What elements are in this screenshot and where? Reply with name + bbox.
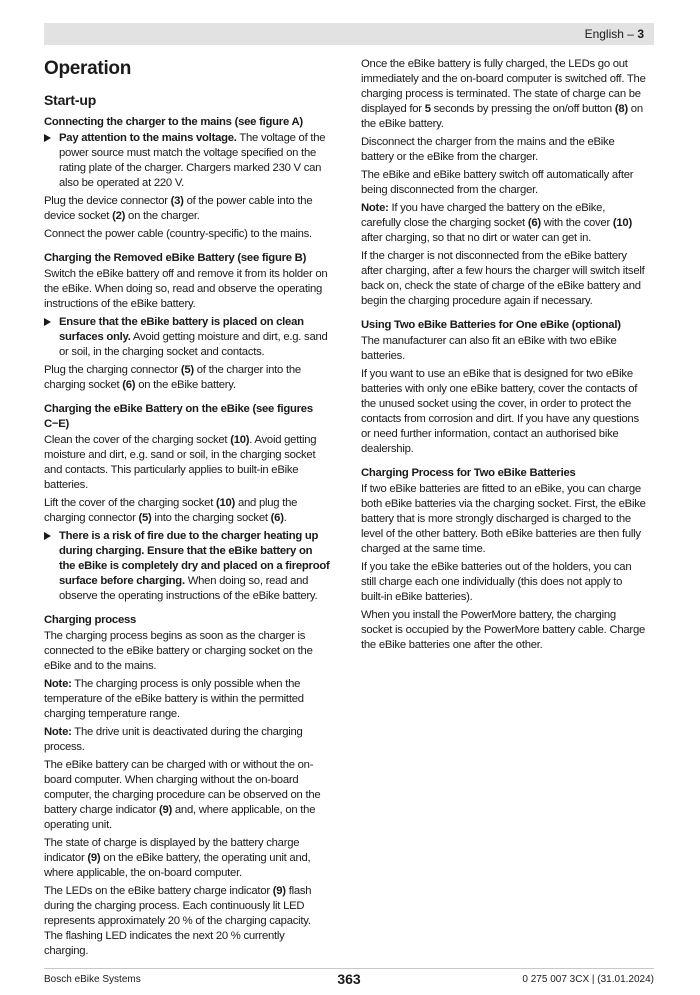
onbike-paragraph-2: Lift the cover of the charging socket (10) and plug the charging connector (5) into the charging socket (6). bbox=[44, 497, 298, 524]
two-process-paragraph-3: When you install the PowerMore battery, the charging socket is occupied by the PowerMore battery cable. Charge the eBike batteries one after the other. bbox=[361, 609, 646, 651]
process-paragraph-2: The eBike battery can be charged with or without the on-board computer. When charging without the on-board computer, the charging procedure can be observed on the battery charge indicator (9) and, where applicable, on the operating unit. bbox=[44, 759, 321, 831]
completion-note: Note: If you have charged the battery on the eBike, carefully close the charging socket (6) with the cover (10) after charging, so that no dirt or water can get in. bbox=[361, 202, 632, 244]
onbike-warning bbox=[44, 529, 330, 604]
completion-paragraph-4: If the charger is not disconnected from the eBike battery after charging, after a few hours the charger will switch itself back on, check the state of charge of the eBike battery and begin the charging procedure again if necessary. bbox=[361, 250, 645, 307]
process-note-1: Note: The charging process is only possible when the temperature of the eBike battery is within the permitted charging temperature range. bbox=[44, 678, 304, 720]
process-note-2: Note: The drive unit is deactivated during the charging process. bbox=[44, 726, 303, 753]
right-column bbox=[361, 57, 647, 662]
two-batteries-paragraph-1: The manufacturer can also fit an eBike with two eBike batteries. bbox=[361, 335, 617, 362]
onbike-warning-text: When doing so, read and observe the operating instructions of the eBike battery. bbox=[59, 575, 318, 602]
removed-heading: Charging the Removed eBike Battery (see figure B) bbox=[44, 252, 307, 264]
footer-page-number: 363 bbox=[337, 971, 361, 987]
two-batteries-heading: Using Two eBike Batteries for One eBike (optional) bbox=[361, 319, 621, 331]
connect-warning bbox=[44, 131, 330, 191]
two-process-paragraph-1: If two eBike batteries are fitted to an eBike, you can charge both eBike batteries via the charging socket. First, the eBike battery that is more strongly discharged is charged to the level of the other battery. Both eBike batteries are then fully charged at the same time. bbox=[361, 483, 646, 555]
removed-warning bbox=[44, 315, 330, 360]
connect-heading: Connecting the charger to the mains (see figure A) bbox=[44, 116, 303, 128]
onbike-heading: Charging the eBike Battery on the eBike (see figures C−E) bbox=[44, 403, 313, 430]
two-batteries-section bbox=[361, 318, 647, 457]
two-process-section bbox=[361, 466, 647, 653]
connect-warning-text: The voltage of the power source must match the voltage specified on the rating plate of the charger. Chargers marked 230 V can also be operated at 220 V. bbox=[59, 132, 326, 189]
header-language-label: English bbox=[584, 27, 624, 41]
connect-paragraph-2: Connect the power cable (country-specific) to the mains. bbox=[44, 228, 312, 240]
page-title: Operation bbox=[44, 58, 132, 79]
connect-paragraph-1: Plug the device connector (3) of the power cable into the device socket (2) on the charger. bbox=[44, 195, 313, 222]
bullet-arrow-icon bbox=[44, 318, 51, 326]
removed-section bbox=[44, 251, 330, 393]
completion-paragraph-2: Disconnect the charger from the mains and the eBike battery or the eBike from the charger. bbox=[361, 136, 615, 163]
section-title: Start-up bbox=[44, 92, 97, 108]
completion-paragraph-3: The eBike and eBike battery switch off automatically after being disconnected from the charger. bbox=[361, 169, 634, 196]
connect-section bbox=[44, 115, 330, 242]
completion-paragraph-1: Once the eBike battery is fully charged, the LEDs go out immediately and the on-board computer is switched off. The charging process is terminated. The state of charge can be displayed for 5 seconds by pressing the on/off button (8) on the eBike battery. bbox=[361, 58, 646, 130]
footer-doc-id: 0 275 007 3CX | (31.01.2024) bbox=[522, 974, 654, 985]
connect-warning-bold: Pay attention to the mains voltage. bbox=[59, 132, 237, 144]
two-process-paragraph-2: If you take the eBike batteries out of the holders, you can still charge each one individually (this does not apply to built-in eBike batteries). bbox=[361, 561, 632, 603]
removed-warning-bold: Ensure that the eBike battery is placed on clean surfaces only. bbox=[59, 316, 304, 343]
two-batteries-paragraph-2: If you want to use an eBike that is designed for two eBike batteries with only one eBike battery, cover the contacts of the unused socket using the cover, in order to protect the contacts from corrosion and dirt. If you have any questions or need further information, contact an authorised bike dealership. bbox=[361, 368, 639, 455]
footer-brand: Bosch eBike Systems bbox=[44, 974, 141, 985]
bullet-arrow-icon bbox=[44, 532, 51, 540]
header-separator: – bbox=[627, 27, 634, 41]
header-language bbox=[585, 26, 644, 42]
process-paragraph-3: The state of charge is displayed by the battery charge indicator (9) on the eBike battery, the operating unit and, where applicable, the on-board computer. bbox=[44, 837, 311, 879]
process-heading: Charging process bbox=[44, 614, 137, 626]
two-process-heading: Charging Process for Two eBike Batteries bbox=[361, 467, 576, 479]
process-section bbox=[44, 613, 330, 959]
removed-warning-text: Avoid getting moisture and dirt, e.g. sand or soil, in the charging socket and contacts. bbox=[59, 331, 328, 358]
page-header bbox=[44, 23, 654, 45]
removed-paragraph-2: Plug the charging connector (5) of the charger into the charging socket (6) on the eBike battery. bbox=[44, 364, 301, 391]
onbike-warning-bold: There is a risk of fire due to the charger heating up during charging. Ensure that the eBike battery on the eBike is completely dry and placed on a fireproof surface before charging. bbox=[59, 530, 330, 587]
completion-section bbox=[361, 57, 647, 309]
bullet-arrow-icon bbox=[44, 134, 51, 142]
removed-paragraph-1: Switch the eBike battery off and remove it from its holder on the eBike. When doing so, read and observe the operating instructions of the eBike battery. bbox=[44, 268, 328, 310]
process-paragraph-4: The LEDs on the eBike battery charge indicator (9) flash during the charging process. Each continuously lit LED represents approximately 20 % of the charging capacity. The flashing LED indicates the next 20 % currently charging. bbox=[44, 885, 312, 957]
left-column bbox=[44, 57, 330, 968]
header-page-number: 3 bbox=[637, 27, 644, 41]
onbike-paragraph-1: Clean the cover of the charging socket (10). Avoid getting moisture and dirt, e.g. sand or soil, in the charging socket and contacts. This particularly applies to built-in eBike batteries. bbox=[44, 434, 317, 491]
page-footer bbox=[44, 968, 654, 993]
process-paragraph-1: The charging process begins as soon as the charger is connected to the eBike battery or charging socket on the eBike and to the mains. bbox=[44, 630, 313, 672]
onbike-section bbox=[44, 402, 330, 604]
